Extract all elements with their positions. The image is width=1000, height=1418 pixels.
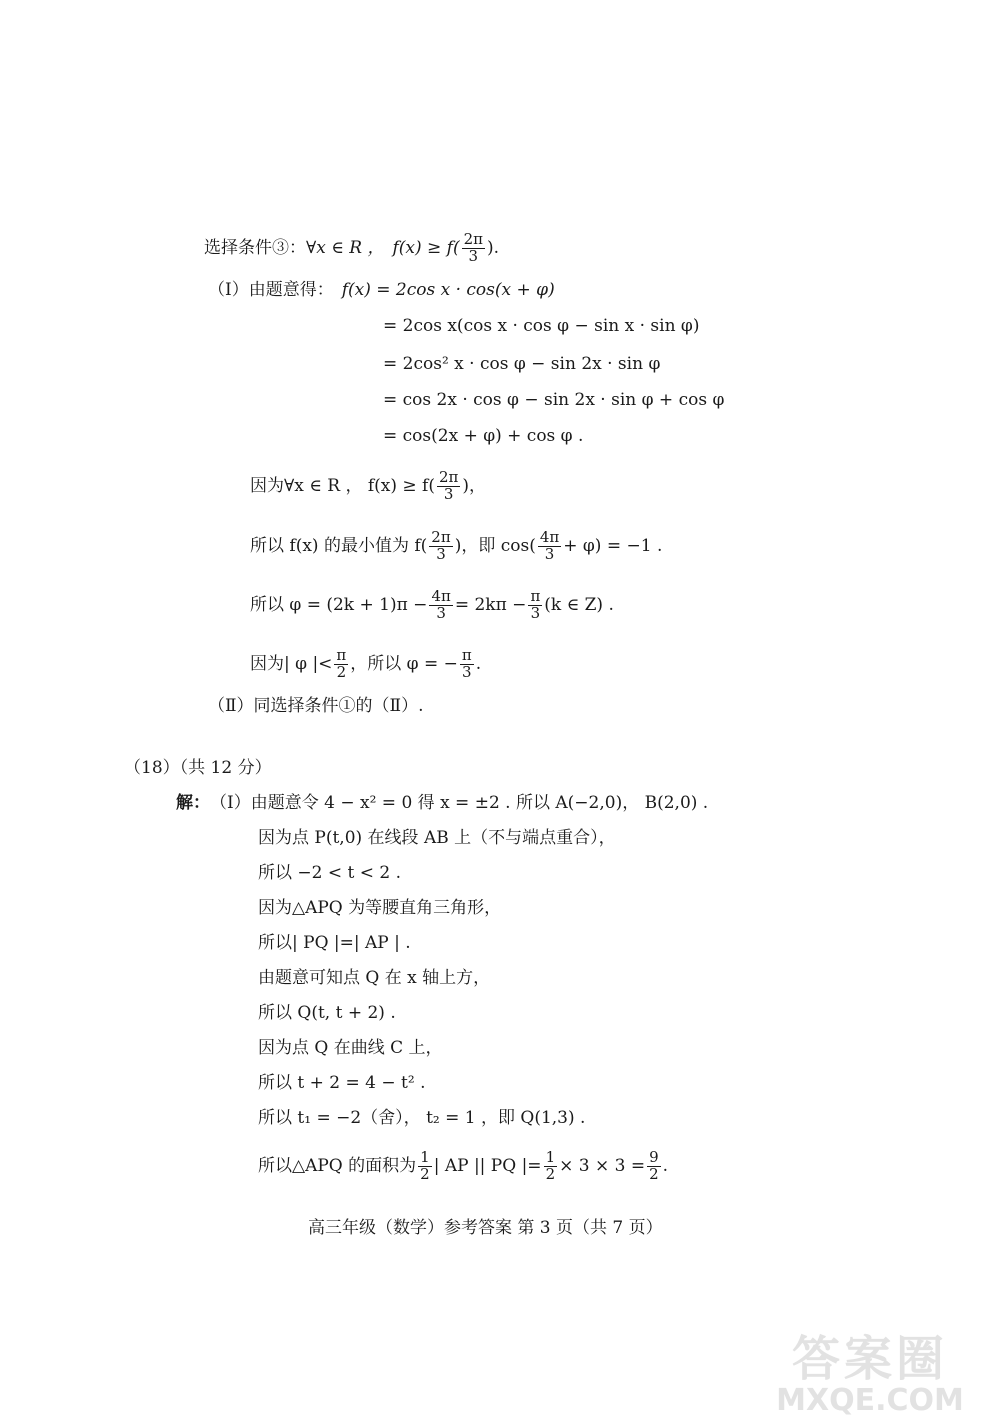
so-phi-pre: 所以 φ = (2k + 1)π − xyxy=(250,595,428,616)
q18-area-line xyxy=(258,1150,668,1183)
q18-l1: （Ⅰ）由题意令 4 − x² = 0 得 x = ±2 . 所以 A(−2,0)， B(2,0) . xyxy=(210,793,709,813)
q18-l10: 所以 t₁ = −2（舍）， t₂ = 1 ，即 Q(1,3) . xyxy=(258,1108,586,1128)
because2-frac2: $\frac{\pi}{3}$ xyxy=(461,646,472,681)
part1-eq1: = 2cos x(cos x · cos φ − sin x · sin φ) xyxy=(383,316,700,336)
area-tail: . xyxy=(662,1156,669,1177)
because2-frac1: $\frac{\pi}{2}$ xyxy=(336,646,347,681)
part1-eq3: = cos 2x · cos φ − sin 2x · sin φ + cos φ xyxy=(383,390,725,410)
because1-fraction: $\frac{2\pi}{3}$ xyxy=(438,468,459,503)
watermark-logo xyxy=(760,1320,980,1418)
page-footer: 高三年级（数学）参考答案 第 3 页（共 7 页） xyxy=(308,1218,663,1238)
so-phi-mid: = 2kπ − xyxy=(454,595,527,616)
because1-line xyxy=(250,470,486,503)
part1-eq4: = cos(2x + φ) + cos φ . xyxy=(383,426,584,446)
condition3-expr2: f(x) ≥ f( xyxy=(392,238,460,259)
area-pre: 所以△APQ 的面积为 xyxy=(258,1156,417,1177)
q18-header: （18）（共 12 分） xyxy=(124,758,272,778)
because1-tail: )， xyxy=(462,476,487,497)
so-min-frac1: $\frac{2\pi}{3}$ xyxy=(431,528,451,563)
condition3-tail: ). xyxy=(486,238,500,259)
so-min-frac2: $\frac{4\pi}{3}$ xyxy=(539,528,560,563)
solve-label: 解： xyxy=(176,793,210,813)
q18-l5: 所以| PQ |=| AP | . xyxy=(258,933,411,953)
part2-line: （Ⅱ）同选择条件①的（Ⅱ）. xyxy=(208,696,424,716)
so-min-line xyxy=(250,530,662,563)
watermark-url: MXQE.COM xyxy=(776,1383,964,1418)
so-min-tail: + φ) = −1 . xyxy=(563,536,663,557)
q18-l4: 因为△APQ 为等腰直角三角形， xyxy=(258,898,502,918)
condition3-line xyxy=(204,232,499,265)
so-phi-frac1: $\frac{4\pi}{3}$ xyxy=(431,587,451,622)
because2-pre: 因为| φ |< xyxy=(250,654,333,675)
area-frac2: $\frac{1}{2}$ xyxy=(545,1148,556,1183)
q18-l6: 由题意可知点 Q 在 x 轴上方， xyxy=(258,968,491,988)
so-min-pre: 所以 f(x) 的最小值为 f( xyxy=(250,536,428,557)
q18-l9: 所以 t + 2 = 4 − t² . xyxy=(258,1073,426,1093)
because2-mid: ，所以 φ = − xyxy=(350,654,458,675)
because1-pre: 因为∀x ∈ R ， f(x) ≥ f( xyxy=(250,476,435,497)
area-frac3: $\frac{9}{2}$ xyxy=(649,1148,659,1183)
area-mid: | AP || PQ |= xyxy=(433,1156,542,1177)
part1-eq2: = 2cos² x · cos φ − sin 2x · sin φ xyxy=(383,354,661,374)
area-frac1: $\frac{1}{2}$ xyxy=(420,1148,430,1183)
so-min-mid: )，即 cos( xyxy=(454,536,536,557)
q18-l2: 因为点 P(t,0) 在线段 AB 上（不与端点重合）， xyxy=(258,828,616,848)
part1-eq0: f(x) = 2cos x · cos(x + φ) xyxy=(341,280,555,300)
because2-tail: . xyxy=(475,654,482,675)
because2-line xyxy=(250,648,481,681)
so-phi-line xyxy=(250,589,614,622)
condition3-expr1: ∀x ∈ R ， xyxy=(306,238,385,259)
condition3-intro: 选择条件③： xyxy=(204,238,306,259)
part1-label: （Ⅰ）由题意得： xyxy=(208,280,334,300)
condition3-fraction: $\frac{2\pi}{3}$ xyxy=(463,230,483,265)
q18-l7: 所以 Q(t, t + 2) . xyxy=(258,1003,396,1023)
area-mid2: × 3 × 3 = xyxy=(559,1156,646,1177)
q18-l3: 所以 −2 < t < 2 . xyxy=(258,863,402,883)
part1-label-line xyxy=(208,278,555,302)
watermark-chars: 答案圈 xyxy=(791,1331,948,1387)
q18-line1 xyxy=(176,791,708,815)
q18-l8: 因为点 Q 在曲线 C 上， xyxy=(258,1038,443,1058)
so-phi-tail: (k ∈ Z) . xyxy=(544,595,614,616)
so-phi-frac2: $\frac{\pi}{3}$ xyxy=(530,587,541,622)
